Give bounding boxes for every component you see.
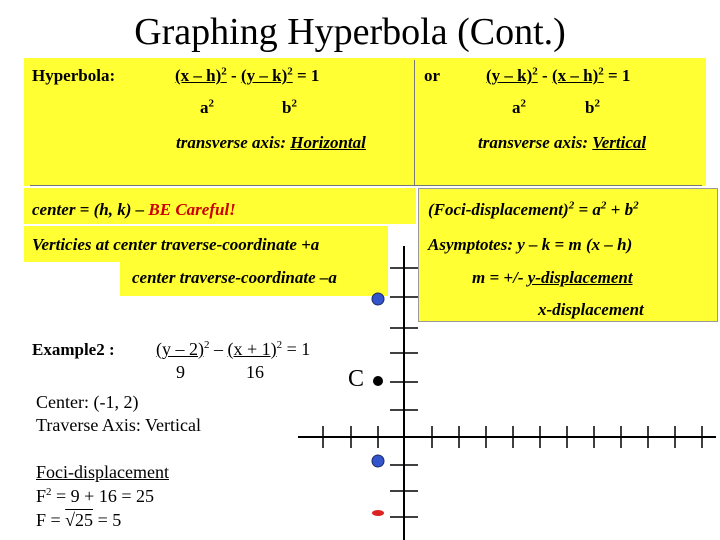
right-num-a: (y – k)$^2$ (486, 65, 538, 85)
left-numerator: (x – h)$^2$ - (y – k)$^2$ = 1 (175, 65, 320, 85)
right-denominator-b: $b^2$ (585, 97, 600, 117)
example-center: Center: (-1, 2) (36, 392, 139, 412)
example-denominator-a: 9 (176, 362, 185, 382)
foci-formula: (Foci-displacement)$^2$ = $a^2 + b^2$ (428, 199, 639, 219)
left-transverse-axis: transverse axis: Horizontal (176, 133, 366, 152)
example-denominator-b: 16 (246, 362, 264, 382)
slope-denominator: x-displacement (538, 300, 644, 319)
asymptotes-formula: Asymptotes: y – k = m (x – h) (428, 235, 633, 254)
center-marker-label: C (348, 366, 365, 392)
vertices-line-1: Verticies at center traverse-coordinate +a (32, 235, 320, 254)
left-denominator-b: $b^2$ (282, 97, 297, 117)
right-num-b: (x – h)$^2$ (551, 65, 604, 85)
center-note: center = (h, k) – BE Careful! (32, 200, 236, 219)
foci-calc: $F^2 = 9 + 16 = 25$ (36, 486, 154, 506)
example-label: Example2 : (32, 340, 115, 359)
lower-vertex-point (372, 455, 384, 467)
foci-heading: Foci-displacement (36, 462, 169, 482)
or-label: or (424, 66, 441, 85)
slope-formula: m = +/- y-displacement (472, 268, 633, 287)
focus-point (372, 510, 384, 516)
foci-result: F = √25 = 5 (36, 510, 122, 530)
right-denominator-a: $a^2$ (512, 97, 526, 117)
hyperbola-label: Hyperbola: (32, 66, 116, 85)
slide-title: Graphing Hyperbola (Cont.) (134, 11, 566, 53)
right-transverse-axis: transverse axis: Vertical (478, 133, 647, 152)
vertices-line-2: center traverse-coordinate –a (132, 268, 337, 287)
left-num-b: (y – k)$^2$ (240, 65, 293, 85)
left-num-a: (x – h)$^2$ (175, 65, 227, 85)
upper-vertex-point (372, 293, 384, 305)
example-axis: Traverse Axis: Vertical (36, 415, 201, 435)
careful-warning: BE Careful! (148, 200, 236, 219)
example-equation: $(y - 2)^2 - (x + 1)^2 = 1$ (156, 339, 311, 359)
right-numerator: (y – k)$^2$ - (x – h)$^2$ = 1 (486, 65, 631, 85)
center-point (373, 376, 383, 386)
left-denominator-a: $a^2$ (200, 97, 214, 117)
